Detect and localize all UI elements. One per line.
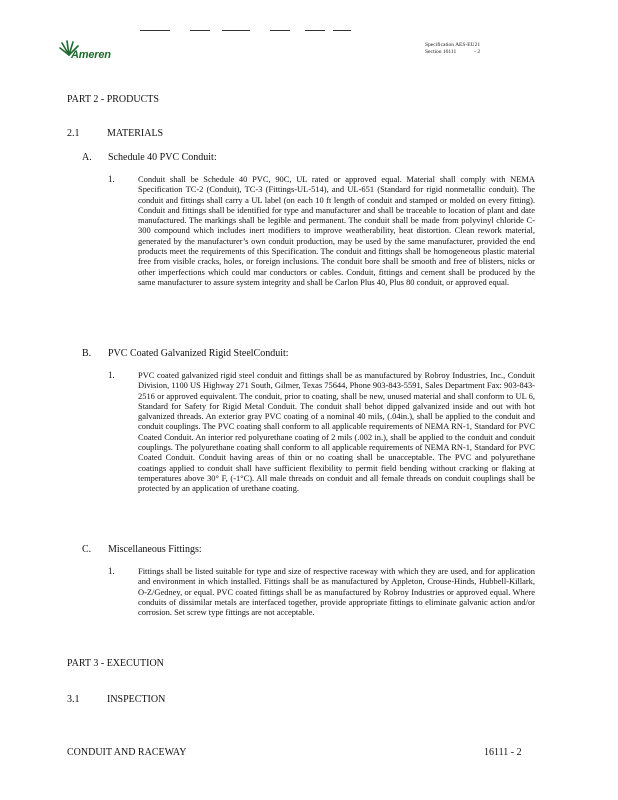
ameren-logo bbox=[58, 40, 128, 66]
page-marker: - 2 bbox=[474, 49, 481, 55]
item-a-letter: A. bbox=[82, 152, 92, 163]
section-number-3-1: 3.1 bbox=[67, 694, 80, 705]
item-b-letter: B. bbox=[82, 348, 92, 359]
item-a-title: Schedule 40 PVC Conduit: bbox=[108, 152, 217, 163]
footer-page-number: 16111 - 2 bbox=[484, 747, 522, 758]
part-2-heading: PART 2 - PRODUCTS bbox=[67, 94, 159, 105]
section-title-inspection: INSPECTION bbox=[107, 694, 166, 705]
item-b-title: PVC Coated Galvanized Rigid SteelConduit: bbox=[108, 348, 289, 359]
item-a-paragraph: Conduit shall be Schedule 40 PVC, 90C, UL rated or approved equal. Material shall comply with NEMA Specification TC-2 (Conduit), TC-3 (Fittings-UL-514), and UL-651 (Standard for rigid nonmetallic conduit). The conduit and fittings shall carry a UL label (on each 10 ft length of conduit and stamped or molded on every fitting). Conduit and fittings shall be identified for type and manufacturer and shall be traceable to location of plant and date manufactured. The markings shall be legible and permanent. The conduit shall be made from polyvinyl chloride C-300 compound which includes inert modifiers to improve weatherability, heat distortion. Clean rework material, generated by the manufacturer’s own conduit production, may be used by the same manufacturer, provided the end products meet the requirements of this Specification. The conduit and fittings shall be homogeneous plastic material free from visible cracks, holes, or foreign inclusions. The conduit bore shall be smooth and free of blisters, nicks or other imperfections which could mar conductors or cables. Conduit, fittings and cement shall be produced by the same manufacturer to assure system integrity and shall be Carlon Plus 40, Plus 80 conduit, or approved equal. bbox=[138, 174, 535, 287]
section-number: Section 16111 bbox=[425, 49, 457, 55]
item-c-title: Miscellaneous Fittings: bbox=[108, 544, 202, 555]
item-c-paragraph: Fittings shall be listed suitable for type and size of respective raceway with which they are used, and for application and environment in which installed. Fittings shall be as manufactured by Appleton, Crouse-Hinds, Hubbell-Killark, O-Z/Gedney, or equal. PVC coated fittings shall be as manufactured by Robroy Industries or approved equal. Where conduits of dissimilar metals are interfaced together, provide appropriate fittings to eliminate galvanic action and/or corrosion. Set screw type fittings are not acceptable. bbox=[138, 566, 535, 618]
section-title-materials: MATERIALS bbox=[107, 128, 164, 139]
item-a-sub-number: 1. bbox=[108, 174, 115, 184]
item-b-sub-number: 1. bbox=[108, 370, 115, 380]
part-3-heading: PART 3 - EXECUTION bbox=[67, 658, 164, 669]
logo-text: Ameren bbox=[71, 49, 111, 61]
item-c-letter: C. bbox=[82, 544, 92, 555]
header-rules bbox=[0, 30, 618, 34]
footer-document-title: CONDUIT AND RACEWAY bbox=[67, 747, 187, 758]
section-line bbox=[425, 49, 480, 56]
item-c-sub-number: 1. bbox=[108, 566, 115, 576]
item-b-paragraph: PVC coated galvanized rigid steel conduit and fittings shall be as manufactured by Robroy Industries, Inc., Conduit Division, 1100 US Highway 271 South, Gilmer, Texas 75644, Phone 903-843-5591, Sales Department Fax: 903-843-2516 or approved equivalent. The conduit, prior to coating, shall be new, unused material and shall conform to UL 6, Standard for Safety for Rigid Metal Conduit. The conduit shall behot dipped galvanized inside and out with hot galvanized threads. An exterior gray PVC coating of a nominal 40 mils, (.04in.), shall be applied to the conduit and conduit couplings. The PVC coating shall conform to all applicable requirements of NEMA RN-1, Standard for PVC Coated Conduit. An interior red polyurethane coating of 2 mils (.002 in.), shall be applied to the conduit and conduit couplings. The polyurethane coating shall conform to all applicable requirements of NEMA RN-1, Standard for PVC Coated Conduit. Conduit having areas of thin or no coating shall be unacceptable. The PVC and polyurethane coatings applied to conduit shall have sufficient flexibility to permit field bending without cracking or flaking at temperatures above 30° F, (-1°C). All male threads on conduit and all female threads on conduit couplings shall be protected by an application of urethane coating. bbox=[138, 370, 535, 494]
section-number-2-1: 2.1 bbox=[67, 128, 80, 139]
spec-reference bbox=[425, 42, 480, 56]
spec-number: Specification AES-EU21 bbox=[425, 42, 481, 48]
